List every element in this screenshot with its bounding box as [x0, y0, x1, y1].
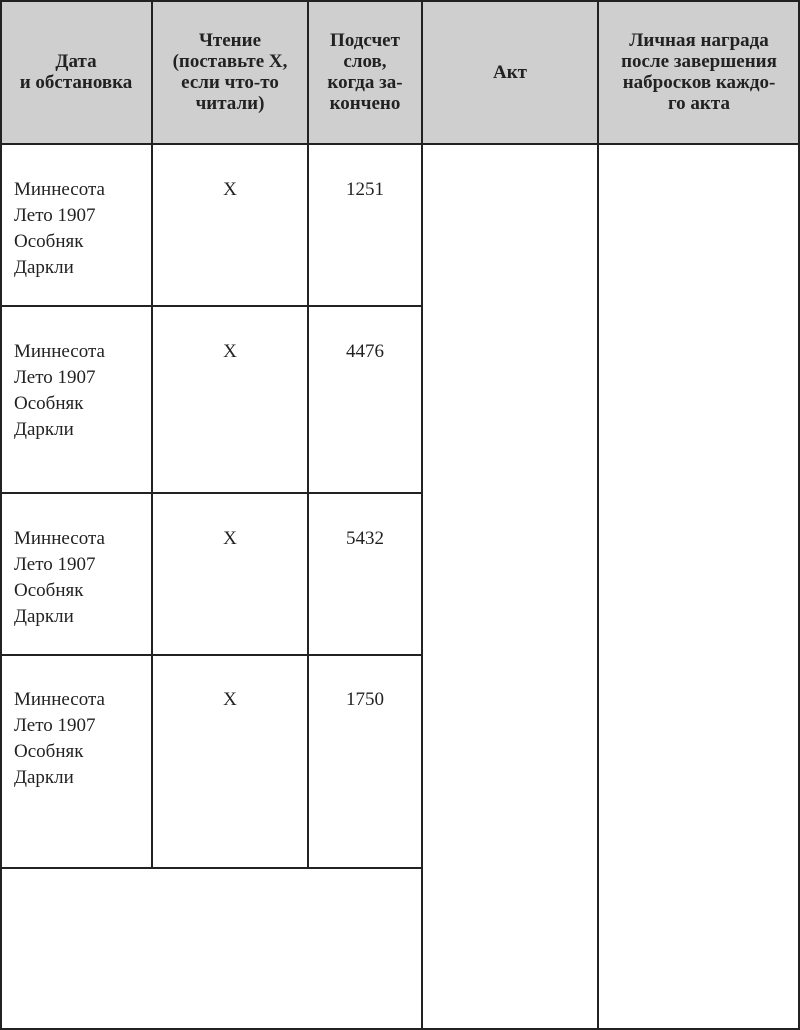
border-top: [0, 0, 800, 2]
divider-col-4: [597, 0, 599, 1030]
header-act: [422, 0, 598, 144]
row-4-read-mark: X: [223, 689, 237, 710]
row-3-word-count: 5432: [346, 528, 384, 549]
row-2-setting: Миннесота Лето 1907 Особняк Даркли: [14, 341, 105, 440]
row-divider-3: [0, 654, 422, 656]
row-1-word-count: 1251: [346, 179, 384, 200]
row-divider-2: [0, 492, 422, 494]
row-3-setting: Миннесота Лето 1907 Особняк Даркли: [14, 528, 105, 627]
row-4-word-count: 1750: [346, 689, 384, 710]
header-divider: [0, 143, 800, 145]
row-divider-1: [0, 305, 422, 307]
row-2-word-count: 4476: [346, 341, 384, 362]
divider-col-2: [307, 0, 309, 868]
row-1-read-mark: X: [223, 179, 237, 200]
divider-col-1: [151, 0, 153, 868]
row-divider-4: [0, 867, 422, 869]
border-left: [0, 0, 2, 1030]
header-word-count-label: Подсчет слов, когда за- кончено: [327, 30, 403, 114]
row-3-read-mark: X: [223, 528, 237, 549]
row-1-setting: Миннесота Лето 1907 Особняк Даркли: [14, 179, 105, 278]
row-4-setting: Миннесота Лето 1907 Особняк Даркли: [14, 689, 105, 788]
row-2-read-mark: X: [223, 341, 237, 362]
header-act-label: Акт: [492, 61, 527, 83]
header-reward: [598, 0, 800, 144]
header-word-count: [308, 0, 422, 144]
header-date-setting: [0, 0, 152, 144]
header-reading: [152, 0, 308, 144]
divider-col-3: [421, 0, 423, 1030]
header-date-setting-label: Дата и обстановка: [19, 51, 133, 93]
header-reading-label: Чтение (поставьте X, если что-то читали): [172, 30, 288, 114]
header-reward-label: Личная награда после завершения набросков каждо- го акта: [621, 30, 777, 114]
